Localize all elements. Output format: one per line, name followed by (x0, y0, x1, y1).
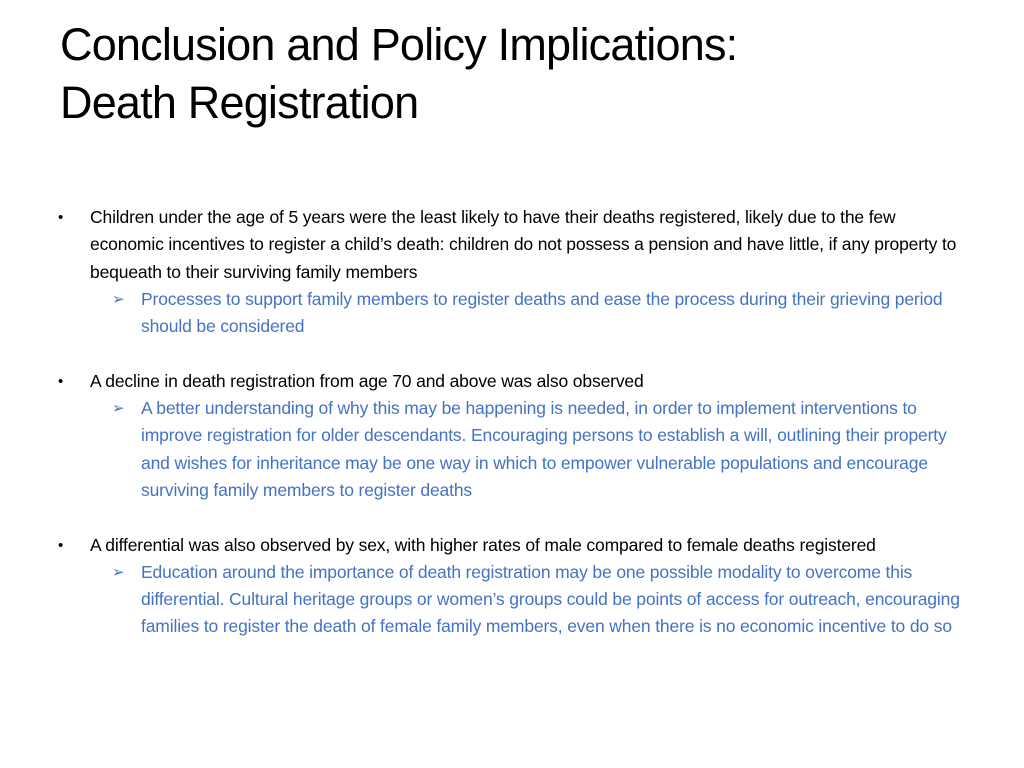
bullet-icon: • (58, 536, 64, 554)
sub-point-text: A better understanding of why this may be happening is needed, in order to implement interventions to improve registration for older descendants. Encouraging persons to establish a will, outlining their property and wishes for inheritance may be one way in which to empower vulnerable populations and encourage surviving family members to register deaths (141, 398, 947, 500)
sub-point-text: Education around the importance of death registration may be one possible modality to overcome this differential. Cultural heritage groups or women’s groups could be points of access for outreach, encouraging families to register the death of female family members, even when there is no economic incentive to do so (141, 561, 960, 637)
slide-title (60, 16, 980, 132)
bullet-point-children (56, 204, 966, 286)
slide-title-line-2: Death Registration (60, 77, 419, 128)
bullet-icon: • (58, 372, 64, 390)
sub-point-text: Processes to support family members to register deaths and ease the process during their grieving period should be considered (141, 288, 943, 337)
arrow-bullet-icon: ➢ (112, 563, 125, 581)
arrow-bullet-icon: ➢ (112, 400, 125, 418)
bullet-icon: • (58, 209, 64, 226)
sub-point-age-70 (56, 395, 966, 504)
sub-point-children (56, 286, 966, 341)
bullet-text: Children under the age of 5 years were the least likely to have their deaths registered, likely due to the few economic incentives to register a child’s death: children do not possess a pension and have little, if any property to bequeath to their surviving family members (90, 207, 957, 282)
arrow-bullet-icon: ➢ (112, 290, 125, 308)
bullet-point-age-70 (56, 368, 966, 395)
spacer (56, 504, 966, 531)
bullet-point-sex-differential (56, 532, 966, 559)
bullet-text: A decline in death registration from age 70 and above was also observed (90, 370, 644, 391)
slide-title-line-1: Conclusion and Policy Implications: (60, 19, 738, 70)
slide-content (56, 204, 966, 641)
sub-point-sex-differential (56, 559, 966, 641)
bullet-text: A differential was also observed by sex, with higher rates of male compared to female deaths registered (90, 534, 876, 555)
spacer (56, 340, 966, 367)
